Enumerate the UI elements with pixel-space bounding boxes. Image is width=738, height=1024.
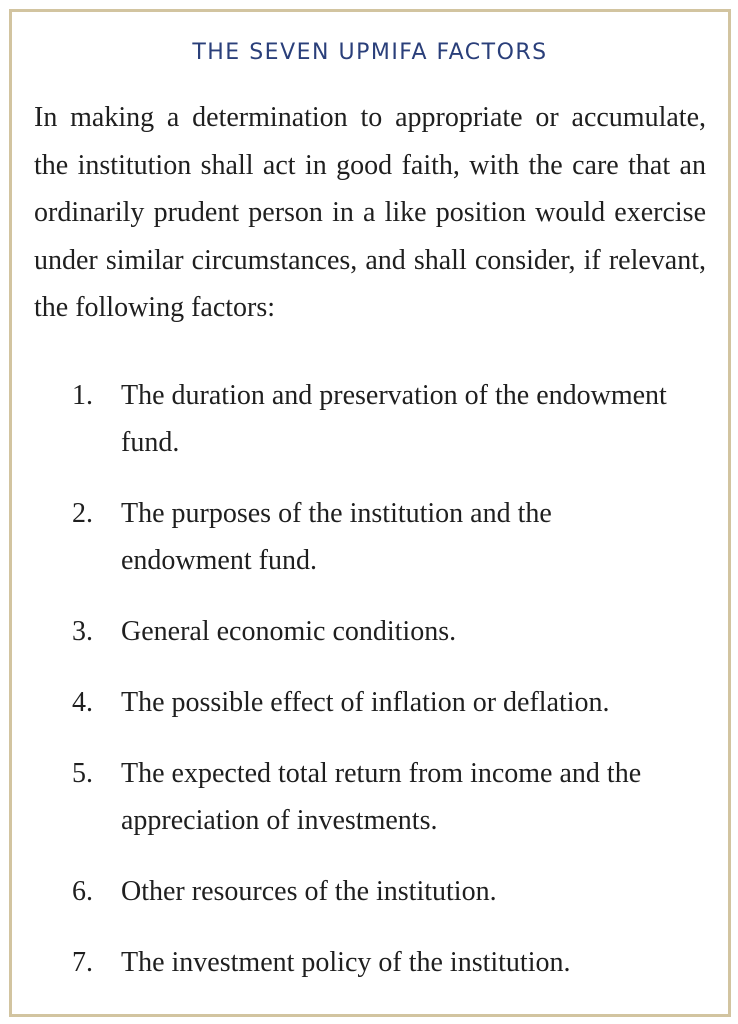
- list-item-number: 7.: [72, 947, 93, 978]
- list-item-text: The possible effect of inflation or deflation.: [121, 687, 610, 718]
- list-item-number: 4.: [72, 687, 93, 718]
- list-item-number: 3.: [72, 616, 93, 647]
- factors-list: [12, 372, 728, 1010]
- list-item: [12, 939, 681, 986]
- intro-paragraph: In making a determination to appropriate or accumulate, the institution shall act in good faith, with the care that an ordinarily prudent person in a like position would exercise under similar circumstances, and shall consider, if relevant, the following factors:: [34, 102, 706, 323]
- list-item-text: The duration and preservation of the endowment fund.: [121, 380, 667, 458]
- list-item: [12, 679, 681, 726]
- list-item: [12, 750, 681, 844]
- list-item: [12, 490, 681, 584]
- list-item-number: 5.: [72, 758, 93, 789]
- list-item: [12, 372, 681, 466]
- list-item-number: 6.: [72, 876, 93, 907]
- list-item-text: The investment policy of the institution.: [121, 947, 571, 978]
- list-item-number: 1.: [72, 380, 93, 411]
- factors-card: [9, 9, 731, 1017]
- list-item-text: The expected total return from income and the appreciation of investments.: [121, 758, 642, 836]
- list-item: [12, 608, 681, 655]
- list-item-number: 2.: [72, 498, 93, 529]
- card-title: THE SEVEN UPMIFA FACTORS: [192, 40, 548, 65]
- list-item-text: Other resources of the institution.: [121, 876, 497, 907]
- list-item: [12, 868, 681, 915]
- list-item-text: The purposes of the institution and the endowment fund.: [121, 498, 552, 576]
- list-item-text: General economic conditions.: [121, 616, 457, 647]
